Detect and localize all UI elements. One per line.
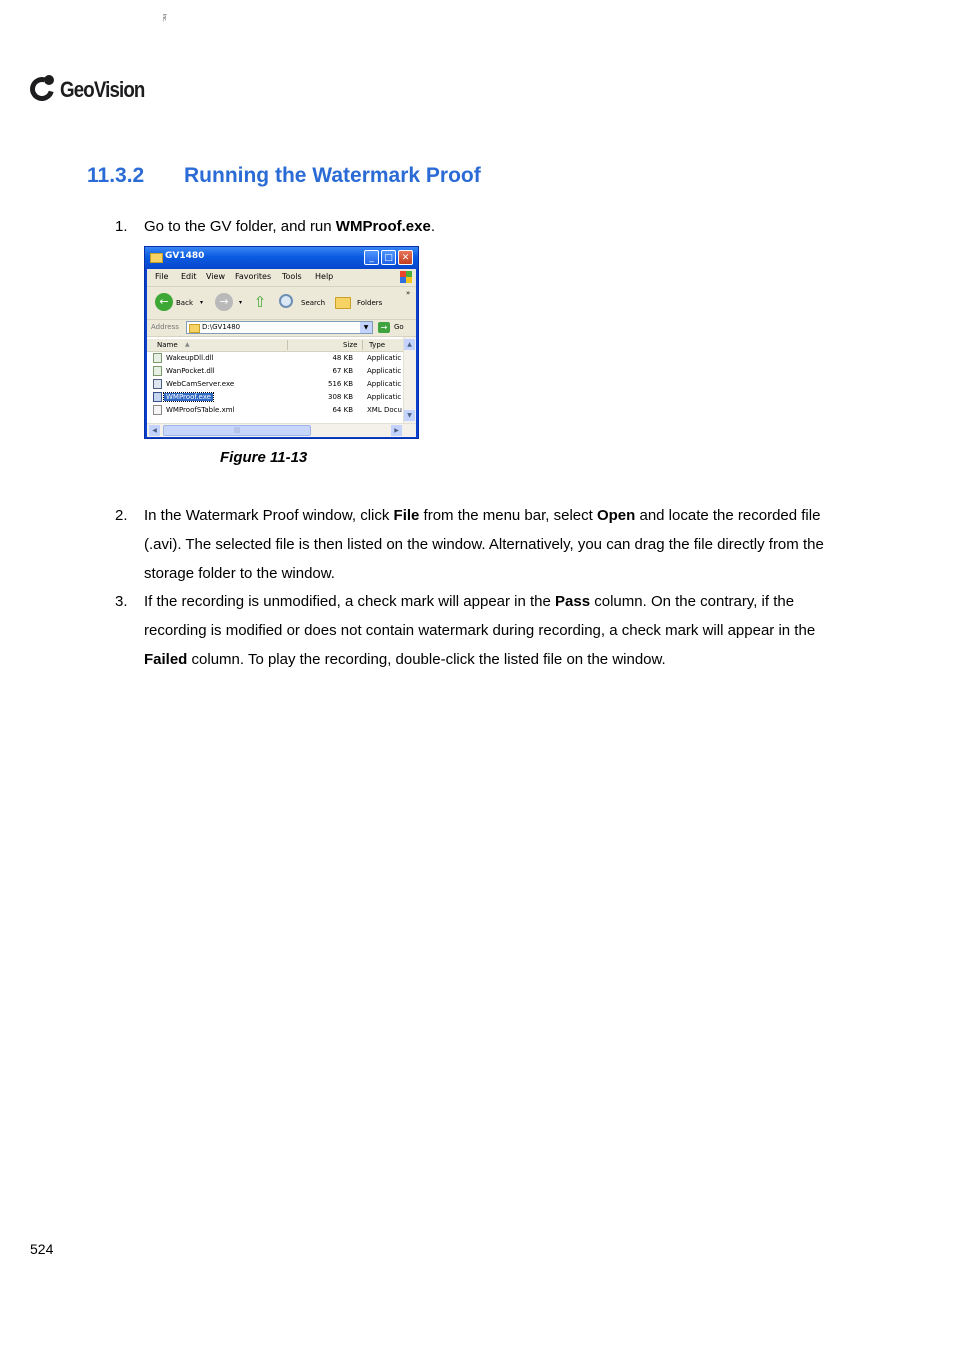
search-icon[interactable] xyxy=(279,294,293,308)
step-text: In the Watermark Proof window, click File from the menu bar, select Open and locate the recorded file (.avi). The selected file is then listed on the window. Alternatively, you can drag the file directly from the storage folder to the window. xyxy=(144,507,824,582)
menu-help[interactable]: Help xyxy=(315,272,334,281)
sort-arrow-icon: ▲ xyxy=(185,341,190,348)
file-row[interactable]: WakeupDll.dll 48 KB Applicatic xyxy=(147,352,405,365)
file-row[interactable]: WanPocket.dll 67 KB Applicatic xyxy=(147,365,405,378)
forward-dropdown-icon[interactable]: ▾ xyxy=(239,299,243,306)
menu-edit[interactable]: Edit xyxy=(181,272,197,281)
column-name[interactable]: Name xyxy=(157,341,178,349)
minimize-button[interactable]: _ xyxy=(364,250,379,265)
exe-file-icon xyxy=(153,379,162,389)
scroll-right-icon[interactable]: ▶ xyxy=(391,425,402,436)
column-header xyxy=(147,339,405,352)
step-number: 2. xyxy=(115,507,128,524)
folders-icon[interactable] xyxy=(335,297,351,309)
step-number: 3. xyxy=(115,593,128,610)
windows-flag-icon xyxy=(399,270,413,284)
address-label: Address xyxy=(151,323,179,331)
folders-button[interactable]: Folders xyxy=(357,299,383,307)
page-number: 524 xyxy=(30,1241,54,1257)
go-button[interactable]: Go xyxy=(394,323,404,331)
up-folder-icon[interactable]: ⇧ xyxy=(253,293,267,311)
geovision-logo xyxy=(30,72,159,108)
window-titlebar xyxy=(145,247,418,269)
maximize-button[interactable]: □ xyxy=(381,250,396,265)
file-row[interactable]: WMProofSTable.xml 64 KB XML Docu xyxy=(147,404,405,417)
scroll-left-icon[interactable]: ◀ xyxy=(149,425,160,436)
address-value: D:\GV1480 xyxy=(202,323,241,331)
step-text: Go to the GV folder, and run WMProof.exe. xyxy=(144,218,435,235)
section-heading xyxy=(87,164,481,188)
logo-mark-icon xyxy=(30,75,58,105)
dll-file-icon xyxy=(153,353,162,363)
back-arrow-icon[interactable]: ← xyxy=(155,293,173,311)
folder-icon xyxy=(150,253,163,263)
dll-file-icon xyxy=(153,366,162,376)
file-row[interactable]: WebCamServer.exe 516 KB Applicatic xyxy=(147,378,405,391)
section-number: 11.3.2 xyxy=(87,164,145,187)
section-title: Running the Watermark Proof xyxy=(184,164,481,187)
logo-trademark: Inc. xyxy=(161,14,167,23)
scroll-up-icon[interactable]: ▲ xyxy=(404,339,415,350)
menu-tools[interactable]: Tools xyxy=(282,272,302,281)
menu-favorites[interactable]: Favorites xyxy=(235,272,272,281)
search-button[interactable]: Search xyxy=(301,299,326,307)
address-input[interactable] xyxy=(186,321,373,334)
back-dropdown-icon[interactable]: ▾ xyxy=(200,299,204,306)
address-bar xyxy=(147,320,416,337)
explorer-window xyxy=(144,246,419,439)
folder-icon xyxy=(189,324,200,333)
column-type[interactable]: Type xyxy=(369,341,386,349)
figure-caption: Figure 11-13 xyxy=(220,449,308,466)
xml-file-icon xyxy=(153,405,162,415)
scroll-down-icon[interactable]: ▼ xyxy=(404,410,415,421)
go-arrow-icon[interactable]: → xyxy=(378,322,390,333)
scroll-thumb[interactable]: ||| xyxy=(163,425,311,436)
exe-file-icon xyxy=(153,392,162,402)
window-title: GV1480 xyxy=(165,251,205,261)
step-text: If the recording is unmodified, a check mark will appear in the Pass column. On the contrary, if the recording is modified or does not contain watermark during recording, a check mark will appear in the Failed column. To play the recording, double-click the listed file on the window. xyxy=(144,593,816,668)
menu-view[interactable]: View xyxy=(206,272,225,281)
menu-file[interactable]: File xyxy=(155,272,169,281)
logo-text: GeoVision xyxy=(60,77,145,102)
back-button[interactable]: Back xyxy=(176,299,193,307)
menu-bar xyxy=(147,269,416,287)
vertical-scrollbar[interactable] xyxy=(403,337,416,423)
horizontal-scrollbar[interactable] xyxy=(147,423,416,437)
column-size[interactable]: Size xyxy=(343,341,358,349)
file-list xyxy=(147,337,416,423)
chevron-down-icon[interactable]: ▼ xyxy=(360,322,372,333)
forward-arrow-icon[interactable]: → xyxy=(215,293,233,311)
toolbar xyxy=(147,287,416,320)
toolbar-overflow-icon[interactable]: » xyxy=(406,289,411,297)
step-number: 1. xyxy=(115,218,128,235)
file-row-selected[interactable]: WMProof.exe 308 KB Applicatic xyxy=(147,391,405,404)
close-button[interactable]: ✕ xyxy=(398,250,413,265)
